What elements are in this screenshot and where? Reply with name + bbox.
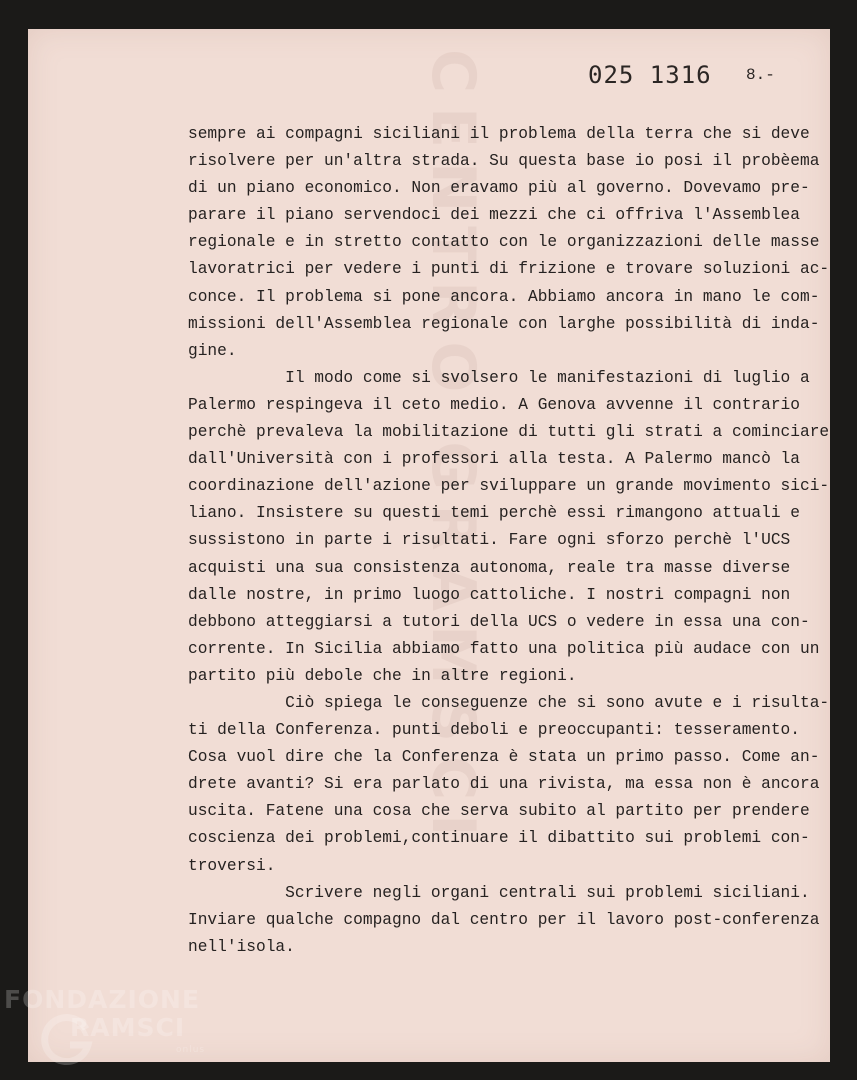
- text-line: perchè prevaleva la mobilitazione di tutti gli strati a cominciare: [188, 423, 830, 442]
- logo-text-onlus: onlus: [176, 1045, 206, 1055]
- text-line: Il modo come si svolsero le manifestazioni di luglio a: [188, 368, 810, 387]
- text-line: Palermo respingeva il ceto medio. A Genova avvenne il contrario: [188, 395, 800, 414]
- text-line: dall'Università con i professori alla testa. A Palermo mancò la: [188, 450, 800, 469]
- fondazione-gramsci-logo: [4, 985, 234, 1065]
- text-line: sempre ai compagni siciliani il problema della terra che si deve: [188, 125, 810, 143]
- text-line: uscita. Fatene una cosa che serva subito al partito per prendere: [188, 802, 810, 821]
- text-line: Cosa vuol dire che la Conferenza è stata un primo passo. Come an-: [188, 748, 820, 767]
- text-line: coscienza dei problemi,continuare il dibattito sui problemi con-: [188, 829, 810, 848]
- text-line: dalle nostre, in primo luogo cattoliche. I nostri compagni non: [188, 585, 791, 604]
- text-line: lavoratrici per vedere i punti di frizione e trovare soluzioni ac-: [188, 260, 830, 279]
- text-line: ti della Conferenza. punti deboli e preoccupanti: tesseramento.: [188, 721, 800, 740]
- page-number: 8.-: [746, 66, 775, 84]
- text-line: debbono atteggiarsi a tutori della UCS o vedere in essa una con-: [188, 612, 810, 631]
- text-line: sussistono in parte i risultati. Fare ogni sforzo perchè l'UCS: [188, 531, 791, 550]
- text-line: liano. Insistere su questi temi perchè essi rimangono attuali e: [188, 504, 800, 523]
- text-line: Inviare qualche compagno dal centro per il lavoro post-conferenza: [188, 910, 820, 929]
- text-line: di un piano economico. Non eravamo più al governo. Dovevamo pre-: [188, 179, 810, 198]
- typed-document-page: [28, 29, 830, 1062]
- text-line: Scrivere negli organi centrali sui problemi siciliani.: [188, 883, 810, 902]
- typed-text-body: [188, 121, 828, 961]
- text-line: corrente. In Sicilia abbiamo fatto una politica più audace con un: [188, 639, 820, 658]
- text-line: partito più debole che in altre regioni.: [188, 666, 577, 685]
- text-line: missioni dell'Assemblea regionale con larghe possibilità di inda-: [188, 314, 820, 333]
- text-line: risolvere per un'altra strada. Su questa base io posi il probèema: [188, 152, 820, 171]
- text-line: acquisti una sua consistenza autonoma, reale tra masse diverse: [188, 558, 791, 577]
- text-line: regionale e in stretto contatto con le organizzazioni delle masse: [188, 233, 820, 252]
- archive-stamp-number: 025 1316: [588, 61, 712, 89]
- logo-text-gramsci: RAMSCI: [70, 1013, 186, 1042]
- text-line: troversi.: [188, 856, 276, 875]
- text-line: coordinazione dell'azione per sviluppare un grande movimento sici-: [188, 477, 830, 496]
- text-line: parare il piano servendoci dei mezzi che ci offriva l'Assemblea: [188, 206, 800, 225]
- text-line: drete avanti? Si era parlato di una rivista, ma essa non è ancora: [188, 775, 820, 794]
- text-line: nell'isola.: [188, 937, 295, 956]
- text-line: gine.: [188, 341, 237, 360]
- logo-text-fondazione: FONDAZIONE: [4, 985, 201, 1014]
- vertical-watermark-text: CENTRO GRAMSCI: [418, 49, 488, 851]
- text-line: Ciò spiega le conseguenze che si sono avute e i risulta-: [188, 693, 830, 712]
- text-line: conce. Il problema si pone ancora. Abbiamo ancora in mano le com-: [188, 287, 820, 306]
